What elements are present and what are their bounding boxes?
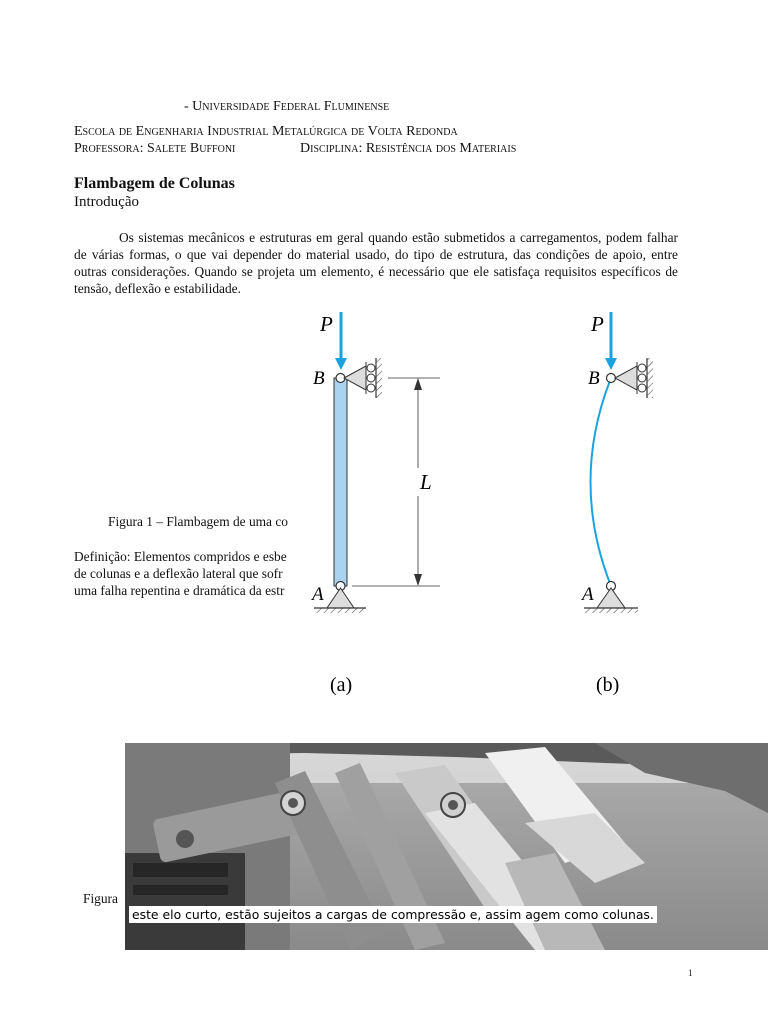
node-a-label-a: A [312,584,324,605]
university-name: - Universidade Federal Fluminense [184,99,390,114]
discipline-name: Disciplina: Resistência dos Materiais [300,141,517,156]
intro-paragraph [74,229,678,297]
intro-paragraph-text: Os sistemas mecânicos e estruturas em geral quando estão submetidos a carregamentos, podem falhar de várias formas, o que vai depender do material usado, do tipo de estrutura, das condições de apoio, entre outras considerações. Quando se projeta um elemento, é necessário que ele satisfaça requisitos específicos de tensão, deflexão e estabilidade. [74,230,678,296]
professor-name: Professora: Salete Buffoni [74,141,236,156]
load-label-b: P [591,312,604,336]
page-number: 1 [688,968,693,978]
section-subtitle: Introdução [74,194,139,210]
panel-a-label: (a) [330,674,353,696]
definition-line-3: uma falha repentina e dramática da estr [74,583,285,598]
load-label-a: P [320,312,333,336]
node-b-label-a: B [313,368,325,389]
panel-b-label: (b) [596,674,620,696]
definition-line-1: Definição: Elementos compridos e esbe [74,549,287,564]
node-a-label-b: A [582,584,594,605]
figure2-photo [125,743,768,950]
school-name: Escola de Engenharia Industrial Metalúrgica de Volta Redonda [74,124,458,139]
column-a [334,378,347,586]
figure1-caption: Figura 1 – Flambagem de uma co [108,514,288,529]
figure1-diagram [300,304,700,704]
section-title: Flambagem de Colunas [74,175,235,192]
length-label: L [420,470,432,494]
definition-line-2: de colunas e a deflexão lateral que sofr [74,566,283,581]
figure2-caption: este elo curto, estão sujeitos a cargas de compressão e, assim agem como colunas. [129,906,657,923]
node-b-label-b: B [588,368,600,389]
figure2-label: Figura [83,891,118,906]
